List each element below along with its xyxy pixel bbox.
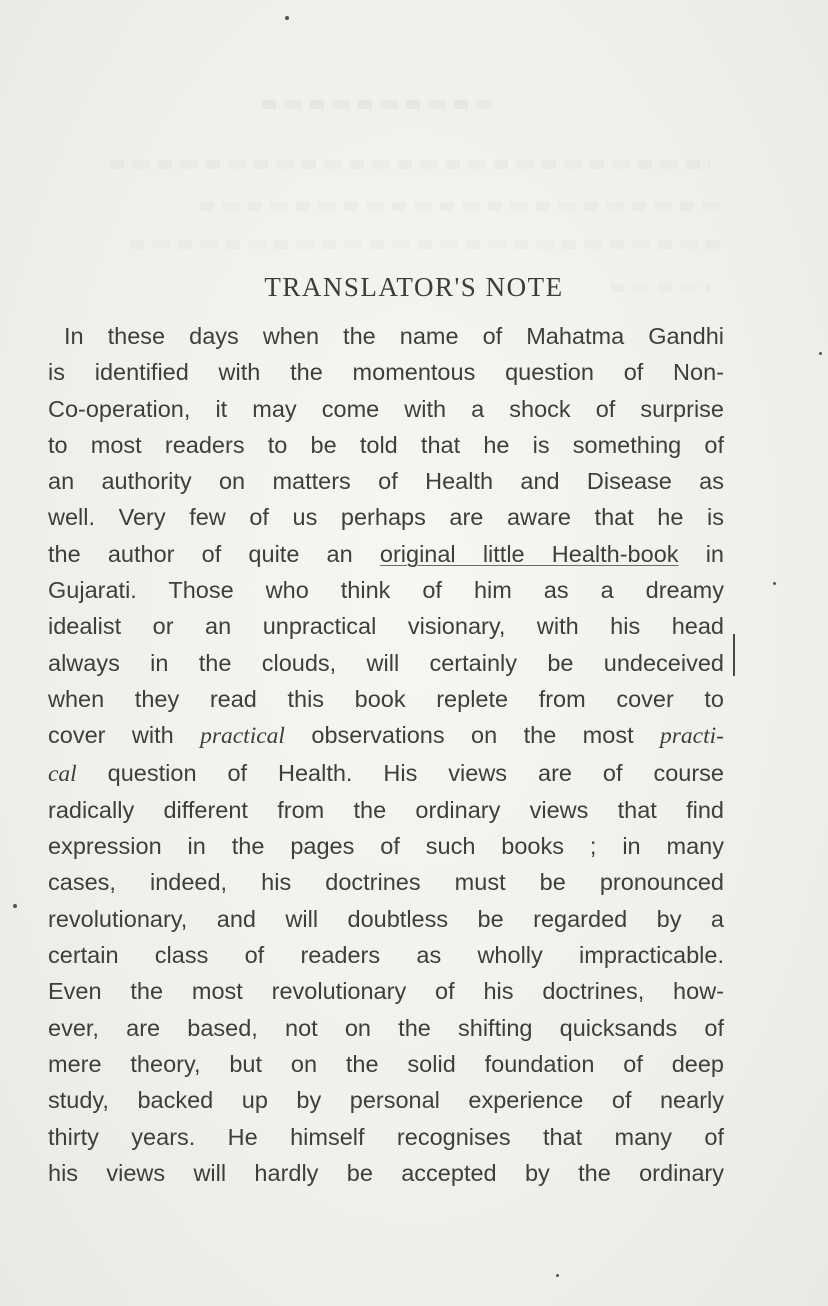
text-span: study, backed up by personal experience of nearly	[48, 1087, 724, 1114]
text-span: well. Very few of us perhaps are aware that he is	[48, 504, 724, 531]
speck	[773, 582, 776, 585]
text-line	[48, 717, 724, 754]
italic-text: practi-	[660, 723, 724, 750]
text-line	[48, 391, 724, 427]
text-line	[48, 536, 724, 572]
text-span: radically different from the ordinary views that find	[48, 796, 724, 823]
text-span: cases, indeed, his doctrines must be pronounced	[48, 869, 724, 896]
text-line	[48, 572, 724, 608]
speck	[819, 352, 822, 355]
text-line	[48, 1082, 724, 1118]
bleed-through-line	[200, 202, 720, 211]
body-paragraph	[48, 318, 724, 1191]
underlined-text: original little Health-book	[379, 540, 679, 567]
text-line	[48, 973, 724, 1009]
margin-mark	[733, 634, 735, 676]
text-span: an authority on matters of Health and Disease as	[48, 468, 724, 495]
text-span: the author of quite an	[48, 540, 380, 567]
text-line	[48, 901, 724, 937]
speck	[13, 904, 17, 908]
text-line	[48, 318, 724, 354]
text-span: question of Health. His views are of course	[76, 759, 724, 786]
text-span: cover with	[48, 722, 201, 749]
text-span: ever, are based, not on the shifting quicksands of	[48, 1014, 724, 1041]
speck	[285, 16, 289, 20]
speck	[556, 1274, 559, 1277]
text-line	[48, 1010, 724, 1046]
text-line	[48, 427, 724, 463]
text-span: Even the most revolutionary of his doctrines, how-	[48, 978, 724, 1005]
text-line	[48, 354, 724, 390]
text-span: Co-operation, it may come with a shock of surprise	[48, 395, 724, 422]
text-span: thirty years. He himself recognises that many of	[48, 1123, 724, 1150]
text-span: to most readers to be told that he is something of	[48, 431, 724, 458]
text-line	[48, 755, 724, 792]
italic-text: practical	[200, 723, 285, 750]
text-line	[48, 463, 724, 499]
text-line	[48, 1119, 724, 1155]
text-line	[48, 792, 724, 828]
text-span: always in the clouds, will certainly be undeceived	[48, 649, 724, 676]
bleed-through-line	[110, 160, 710, 169]
text-span: idealist or an unpractical visionary, with his head	[48, 613, 724, 640]
text-line	[48, 1155, 724, 1191]
text-span: revolutionary, and will doubtless be regarded by a	[48, 905, 724, 932]
text-span: Gujarati. Those who think of him as a dreamy	[48, 577, 724, 604]
text-span: is identified with the momentous question of Non-	[48, 359, 724, 386]
text-line	[48, 937, 724, 973]
text-span: observations on the most	[284, 722, 661, 749]
text-span: In these days when the name of Mahatma Gandhi	[64, 323, 724, 349]
italic-text: cal	[48, 760, 77, 787]
text-line	[48, 1046, 724, 1082]
text-span: when they read this book replete from cover to	[48, 685, 724, 712]
text-line	[48, 681, 724, 717]
bleed-through-line	[130, 240, 720, 249]
bleed-through-line	[262, 100, 492, 109]
text-span: expression in the pages of such books ; in many	[48, 833, 724, 860]
text-span: in	[678, 540, 724, 567]
text-line	[48, 645, 724, 681]
text-line	[48, 828, 724, 864]
text-span: certain class of readers as wholly impracticable.	[48, 942, 724, 969]
text-line	[48, 499, 724, 535]
text-span: his views will hardly be accepted by the ordinary	[48, 1159, 724, 1186]
text-line	[48, 608, 724, 644]
page-title: TRANSLATOR'S NOTE	[264, 272, 564, 302]
text-line	[48, 864, 724, 900]
text-span: mere theory, but on the solid foundation of deep	[48, 1050, 724, 1077]
